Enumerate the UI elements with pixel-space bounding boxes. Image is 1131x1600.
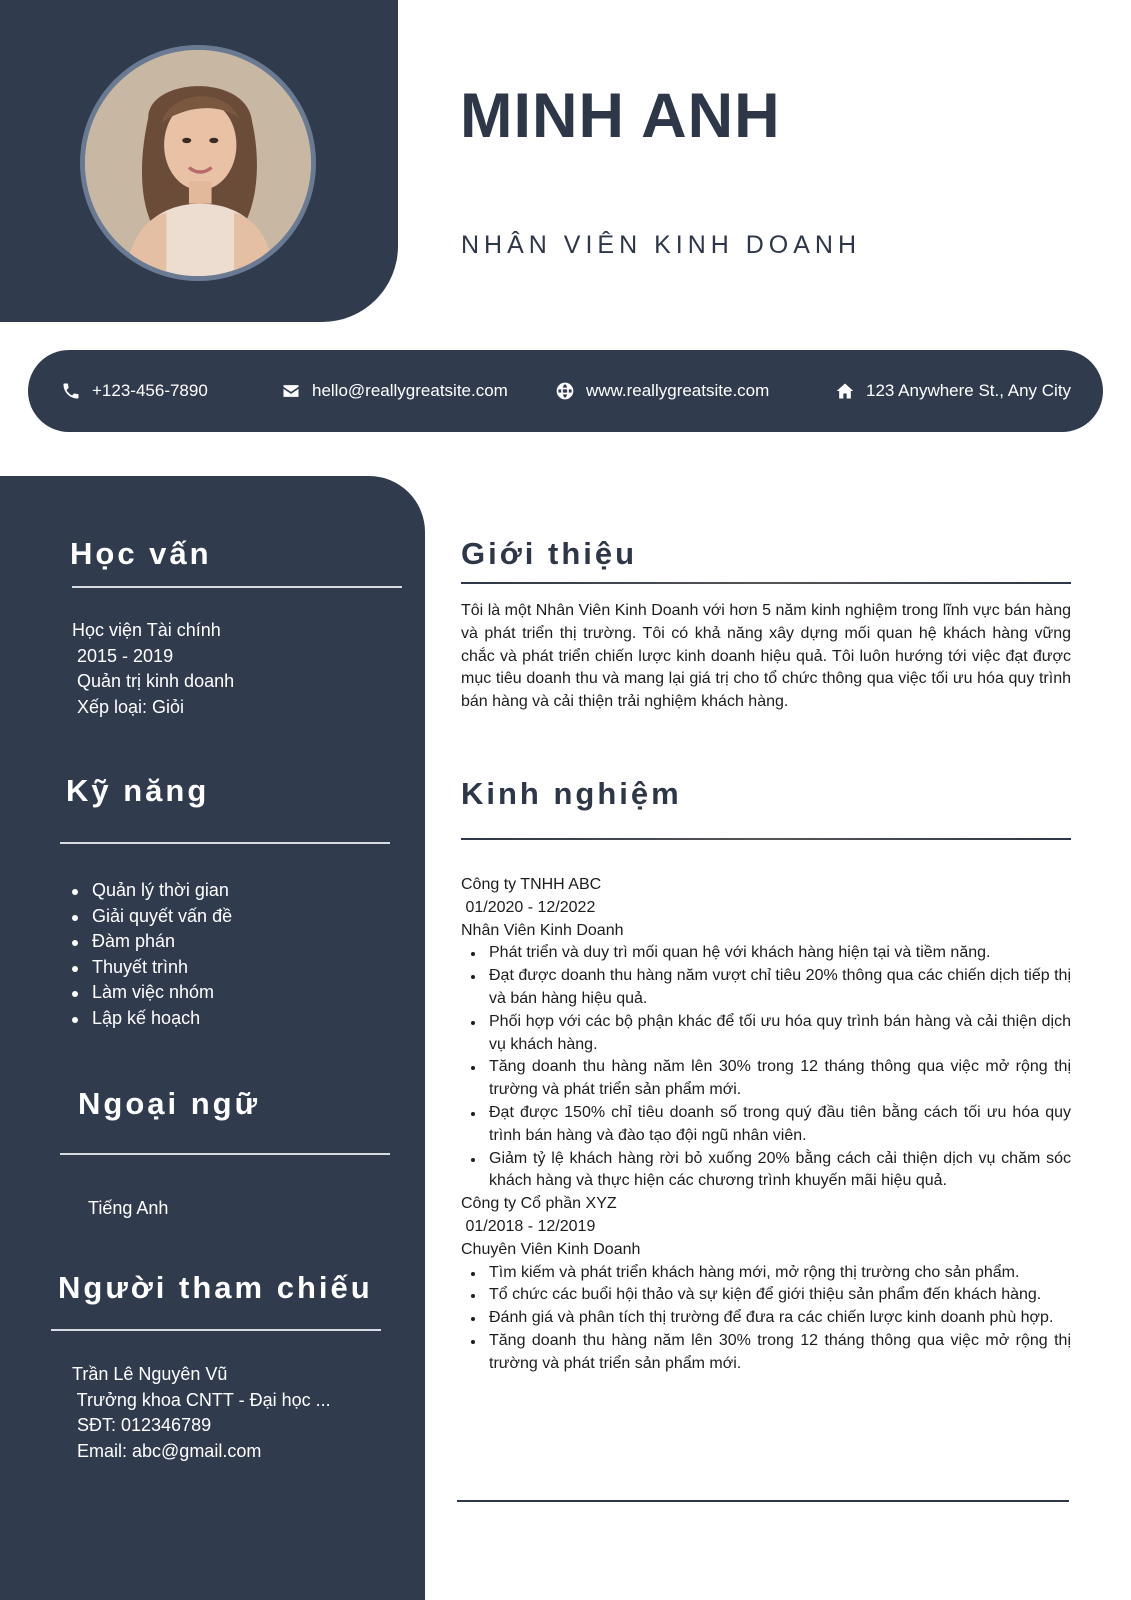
reference-name: Trần Lê Nguyên Vũ: [72, 1364, 228, 1384]
education-divider: [72, 586, 402, 588]
job-bullet: Tăng doanh thu hàng năm lên 30% trong 12 tháng thông qua việc mở rộng thị trường và phát triển sản phẩm mới.: [461, 1330, 1071, 1376]
contact-website-text: www.reallygreatsite.com: [586, 381, 770, 400]
job-role: Nhân Viên Kinh Doanh: [461, 921, 624, 939]
education-heading: Học vấn: [70, 536, 212, 571]
intro-divider: [461, 582, 1071, 584]
contact-bar: [28, 350, 1103, 432]
references-divider: [51, 1329, 381, 1331]
languages-divider: [60, 1153, 390, 1155]
skill-item: Làm việc nhóm: [70, 980, 232, 1006]
job-bullets: [461, 942, 1071, 1193]
job-bullets: [461, 1262, 1071, 1376]
job-company: Công ty TNHH ABC: [461, 876, 602, 893]
reference-phone: SĐT: 012346789: [72, 1415, 212, 1435]
job-bullet: Tổ chức các buổi hội thảo và sự kiện để giới thiệu sản phẩm đến khách hàng.: [461, 1284, 1071, 1307]
job-period: 01/2018 - 12/2019: [461, 1217, 596, 1235]
job-company: Công ty Cổ phần XYZ: [461, 1195, 617, 1213]
skill-item: Thuyết trình: [70, 955, 232, 981]
portrait-illustration: [85, 50, 311, 276]
contact-phone[interactable]: [60, 380, 208, 402]
education-details: [72, 618, 234, 720]
globe-icon: [554, 380, 576, 402]
job-title: NHÂN VIÊN KINH DOANH: [461, 231, 862, 259]
mail-icon: [280, 380, 302, 402]
contact-address-text: 123 Anywhere St., Any City: [866, 381, 1072, 400]
job-bullet: Giảm tỷ lệ khách hàng rời bỏ xuống 20% bằng cách cải thiện dịch vụ chăm sóc khách hàng và thực hiện các chương trình khuyến mãi hiệu quả.: [461, 1148, 1071, 1194]
skill-item: Lập kế hoạch: [70, 1006, 232, 1032]
job-bullet: Tìm kiếm và phát triển khách hàng mới, mở rộng thị trường cho sản phẩm.: [461, 1262, 1071, 1285]
job-bullet: Tăng doanh thu hàng năm lên 30% trong 12 tháng thông qua việc mở rộng thị trường và phát triển sản phẩm mới.: [461, 1056, 1071, 1102]
photo-frame: [80, 45, 316, 281]
header-panel: [0, 0, 398, 322]
reference-email: Email: abc@gmail.com: [72, 1440, 262, 1461]
experience-divider: [461, 838, 1071, 840]
job-bullet: Đánh giá và phân tích thị trường để đưa ra các chiến lược kinh doanh phù hợp.: [461, 1307, 1071, 1330]
intro-text: Tôi là một Nhân Viên Kinh Doanh với hơn 5 năm kinh nghiệm trong lĩnh vực bán hàng và phát triển thị trường. Tôi có khả năng xây dựng mối quan hệ khách hàng vững chắc và phát triển chiến lược kinh doanh hiệu quả. Tôi luôn hướng tới việc đạt được mục tiêu doanh thu và mang lại giá trị cho tổ chức thông qua việc tối ưu hóa quy trình bán hàng và cải thiện trải nghiệm khách hàng.: [461, 602, 1071, 711]
skills-heading: Kỹ năng: [66, 773, 210, 808]
phone-icon: [60, 380, 82, 402]
skill-item: Giải quyết vấn đề: [70, 904, 232, 930]
experience-heading: Kinh nghiệm: [461, 776, 682, 811]
bottom-divider: [457, 1500, 1069, 1502]
reference-details: [72, 1362, 331, 1464]
experience-list: [461, 874, 1071, 1376]
home-icon: [834, 380, 856, 402]
job-bullet: Phối hợp với các bộ phận khác để tối ưu hóa quy trình bán hàng và cải thiện dịch vụ khách hàng.: [461, 1011, 1071, 1057]
skill-item: Đàm phán: [70, 929, 232, 955]
job-entry: [461, 1193, 1071, 1375]
intro-heading: Giới thiệu: [461, 536, 638, 571]
contact-email-text: hello@reallygreatsite.com: [312, 381, 508, 400]
contact-address[interactable]: [834, 380, 1071, 402]
job-role: Chuyên Viên Kinh Doanh: [461, 1240, 641, 1258]
skills-divider: [60, 842, 390, 844]
contact-phone-text: +123-456-7890: [92, 381, 208, 400]
job-bullet: Phát triển và duy trì mối quan hệ với khách hàng hiện tại và tiềm năng.: [461, 942, 1071, 965]
profile-photo: [85, 50, 311, 276]
reference-position: Trưởng khoa CNTT - Đại học ...: [72, 1389, 331, 1410]
candidate-name: MINH ANH: [460, 81, 781, 151]
education-grade: Xếp loại: Giỏi: [72, 696, 185, 717]
education-major: Quản trị kinh doanh: [72, 671, 235, 691]
references-heading: Người tham chiếu: [58, 1270, 373, 1305]
education-years: 2015 - 2019: [72, 645, 174, 666]
skill-item: Quản lý thời gian: [70, 878, 232, 904]
sidebar: [0, 476, 425, 1600]
job-bullet: Đạt được doanh thu hàng năm vượt chỉ tiêu 20% thông qua các chiến dịch tiếp thị và bán hàng hiệu quả.: [461, 965, 1071, 1011]
job-entry: [461, 874, 1071, 1193]
contact-website[interactable]: [554, 380, 769, 402]
contact-email[interactable]: [280, 380, 508, 402]
language-item: Tiếng Anh: [88, 1198, 169, 1218]
job-period: 01/2020 - 12/2022: [461, 898, 596, 916]
education-school: Học viện Tài chính: [72, 620, 221, 640]
languages-heading: Ngoại ngữ: [78, 1086, 261, 1121]
job-bullet: Đạt được 150% chỉ tiêu doanh số trong quý đầu tiên bằng cách tối ưu hóa quy trình bán hàng và đào tạo đội ngũ nhân viên.: [461, 1102, 1071, 1148]
skills-list: [70, 878, 232, 1031]
